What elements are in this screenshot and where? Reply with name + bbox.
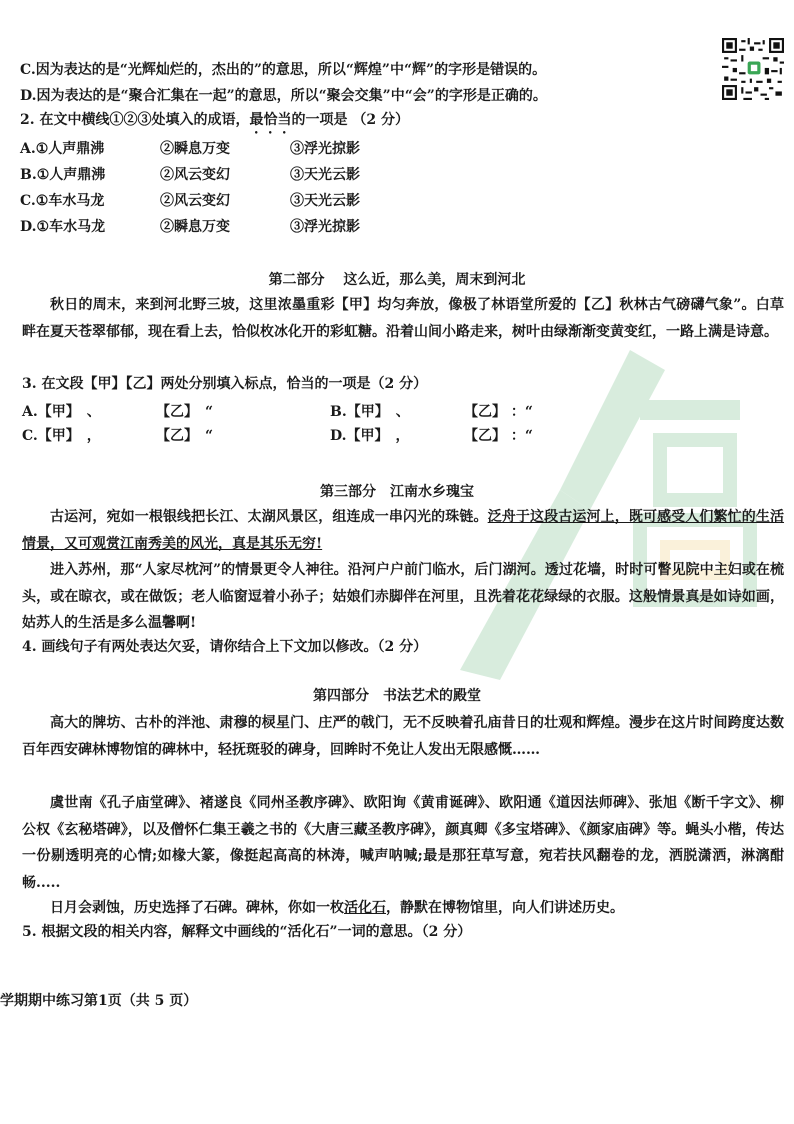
question-4: 4. 画线句子有两处表达欠妥，请你结合上下文加以修改。（2 分）: [22, 639, 428, 655]
q3-option-a-jia: A.【甲】 、: [22, 404, 101, 420]
page-footer: 学期期中练习第1页（共 5 页）: [0, 993, 198, 1009]
q2-option-c-1: C.①车水马龙: [20, 193, 105, 209]
part-4-p3-before: 日月会剥蚀，历史选择了石碑。碑林，你如一枚: [50, 900, 344, 916]
part-3-heading: 第三部分 江南水乡瑰宝: [320, 484, 474, 500]
q2-option-b-3: ③天光云影: [290, 167, 360, 183]
question-2-suffix: 的一项是 （2 分）: [291, 112, 409, 128]
part-4-paragraph-2: 虞世南《孔子庙堂碑》、褚遂良《同州圣教序碑》、欧阳询《黄甫诞碑》、欧阳通《道因法师碑》、张旭《断千字文》、柳公权《玄秘塔碑》，以及僧怀仁集王羲之书的《大唐三藏圣教序碑》，颜真卿《多宝塔碑》、《颜家庙碑》等。蝇头小楷，传达一份剔透明亮的心情;如椽大篆，像挺起高高的林涛，喊声呐喊;最是那狂草写意，宛若扶风翻卷的龙，洒脱潇洒，淋漓酣畅.....: [22, 795, 784, 891]
part-3-paragraph-2: 进入苏州，那“人家尽枕河”的情景更令人神往。沿河户户前门临水，后门湖河。透过花墙，时时可瞥见院中主妇或在梳头，或在晾衣，或在做饭；老人临窗逗着小孙子；姑娘们赤脚伴在河里，且洗着花花绿绿的衣服。这般情景真是如诗如画，姑苏人的生活是多么温馨啊!: [22, 562, 784, 631]
q2-option-d: [20, 214, 360, 240]
q3-option-c-jia: C.【甲】 ，: [22, 428, 101, 444]
q2-option-c: [20, 188, 360, 214]
part-4-p3-after: ，静默在博物馆里，向人们讲述历史。: [386, 900, 624, 916]
question-2: [20, 110, 409, 137]
part-4-underlined-term: 活化石: [344, 900, 386, 916]
part-3-underlined-sentence: 泛舟于这段古运河上，既可感受人们繁忙的生活情景，又可观赏江南秀美的风光，真是其乐无穷!: [22, 509, 785, 552]
q2-option-d-3: ③浮光掠影: [290, 219, 360, 235]
question-3-options: [22, 400, 598, 448]
option-d-line: D.因为表达的是“聚合汇集在一起”的意思，所以“聚会交集”中“会”的字形是正确的。: [20, 88, 547, 104]
q2-option-d-1: D.①车水马龙: [20, 219, 106, 235]
part-2-heading: 第二部分 这么近，那么美，周末到河北: [268, 272, 526, 288]
q2-option-c-2: ②风云变幻: [160, 193, 230, 209]
q3-option-d-jia: D.【甲】 ，: [330, 428, 410, 444]
question-5: 5. 根据文段的相关内容，解释文中画线的“活化石”一词的意思。（2 分）: [22, 924, 472, 940]
part-4-paragraph-1: 高大的牌坊、古朴的泮池、肃穆的棂星门、庄严的戟门，无不反映着孔庙昔日的壮观和辉煌。漫步在这片时间跨度达数百年西安碑林博物馆的碑林中，轻抚斑驳的碑身，回眸时不免让人发出无限感慨……: [22, 715, 784, 758]
part-3-p1-text: 古运河，宛如一根银线把长江、太湖风景区，组连成一串闪光的珠链。: [50, 509, 488, 525]
question-3: 3. 在文段【甲】【乙】两处分别填入标点，恰当的一项是（2 分）: [22, 376, 428, 392]
part-4-heading: 第四部分 书法艺术的殿堂: [313, 688, 481, 704]
question-2-prefix: 2. 在文中横线①②③处填入的成语，: [20, 112, 250, 128]
q2-option-a-1: A.①人声鼎沸: [20, 141, 105, 157]
part-3-paragraph-1: [22, 504, 784, 557]
qr-code-icon: [722, 38, 784, 100]
part-4-paragraph-3: [22, 895, 784, 922]
q2-option-c-3: ③天光云影: [290, 193, 360, 209]
option-c-line: C.因为表达的是“光辉灿烂的，杰出的”的意思，所以“辉煌”中“辉”的字形是错误的。: [20, 62, 547, 78]
q2-option-d-2: ②瞬息万变: [160, 219, 230, 235]
q2-option-b-2: ②风云变幻: [160, 167, 230, 183]
q2-option-a-2: ②瞬息万变: [160, 141, 230, 157]
q2-option-b-1: B.①人声鼎沸: [20, 167, 106, 183]
q3-options-row-1: [22, 400, 598, 424]
q3-option-c-yi: 【乙】 “: [156, 428, 214, 444]
q2-option-a-3: ③浮光掠影: [290, 141, 360, 157]
question-2-options: [20, 136, 360, 240]
q3-option-b-yi: 【乙】 ：“: [464, 404, 533, 420]
q3-option-a-yi: 【乙】 “: [156, 404, 214, 420]
part-2-paragraph: 秋日的周末，来到河北野三坡，这里浓墨重彩【甲】均匀奔放，像极了林语堂所爱的【乙】秋林古气磅礴气象”。白草畔在夏天苍翠郁郁，现在看上去，恰似枚冰化开的彩虹糖。沿着山间小路走来，树叶由绿渐渐变黄变红，一路上满是诗意。: [22, 297, 784, 340]
q3-options-row-2: [22, 424, 598, 448]
q3-option-d-yi: 【乙】 ：“: [464, 428, 533, 444]
q2-option-a: [20, 136, 360, 162]
q3-option-b-jia: B.【甲】 、: [330, 404, 410, 420]
question-2-emphasis: 最恰当: [249, 112, 292, 128]
q2-option-b: [20, 162, 360, 188]
